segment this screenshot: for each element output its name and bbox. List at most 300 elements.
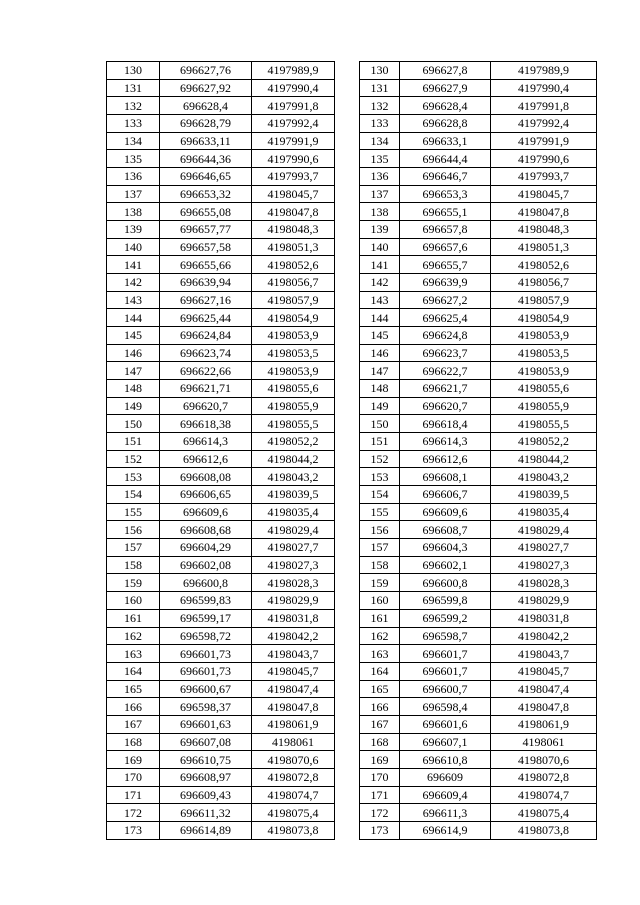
- x-coordinate-cell: 696623,74: [160, 344, 252, 362]
- point-number-cell: 155: [360, 503, 400, 521]
- y-coordinate-cell: 4198043,7: [252, 645, 335, 663]
- point-number-cell: 149: [107, 397, 160, 415]
- column-gap: [335, 592, 360, 610]
- column-gap: [335, 804, 360, 822]
- x-coordinate-cell: 696614,3: [400, 433, 491, 451]
- x-coordinate-cell: 696614,9: [400, 821, 491, 839]
- column-gap: [335, 62, 360, 80]
- table-row: [107, 662, 597, 680]
- y-coordinate-cell: 4198029,4: [491, 521, 597, 539]
- y-coordinate-cell: 4198061: [491, 733, 597, 751]
- column-gap: [335, 185, 360, 203]
- x-coordinate-cell: 696611,32: [160, 804, 252, 822]
- x-coordinate-cell: 696600,7: [400, 680, 491, 698]
- y-coordinate-cell: 4198043,7: [491, 645, 597, 663]
- x-coordinate-cell: 696622,7: [400, 362, 491, 380]
- y-coordinate-cell: 4198057,9: [252, 291, 335, 309]
- y-coordinate-cell: 4198055,6: [252, 380, 335, 398]
- column-gap: [335, 327, 360, 345]
- x-coordinate-cell: 696601,7: [400, 662, 491, 680]
- table-row: [107, 521, 597, 539]
- x-coordinate-cell: 696610,75: [160, 751, 252, 769]
- x-coordinate-cell: 696655,08: [160, 203, 252, 221]
- point-number-cell: 170: [107, 768, 160, 786]
- column-gap: [335, 698, 360, 716]
- column-gap: [335, 380, 360, 398]
- table-row: [107, 380, 597, 398]
- point-number-cell: 157: [360, 539, 400, 557]
- point-number-cell: 169: [360, 751, 400, 769]
- y-coordinate-cell: 4198072,8: [252, 768, 335, 786]
- point-number-cell: 170: [360, 768, 400, 786]
- y-coordinate-cell: 4197990,6: [491, 150, 597, 168]
- point-number-cell: 134: [360, 132, 400, 150]
- table-row: [107, 698, 597, 716]
- x-coordinate-cell: 696601,63: [160, 715, 252, 733]
- x-coordinate-cell: 696598,7: [400, 627, 491, 645]
- y-coordinate-cell: 4198043,2: [491, 468, 597, 486]
- x-coordinate-cell: 696620,7: [400, 397, 491, 415]
- x-coordinate-cell: 696606,7: [400, 486, 491, 504]
- column-gap: [335, 609, 360, 627]
- point-number-cell: 160: [107, 592, 160, 610]
- y-coordinate-cell: 4198027,3: [491, 556, 597, 574]
- y-coordinate-cell: 4198044,2: [491, 450, 597, 468]
- point-number-cell: 166: [107, 698, 160, 716]
- point-number-cell: 142: [360, 274, 400, 292]
- point-number-cell: 151: [360, 433, 400, 451]
- point-number-cell: 146: [107, 344, 160, 362]
- table-row: [107, 751, 597, 769]
- x-coordinate-cell: 696627,76: [160, 62, 252, 80]
- point-number-cell: 147: [107, 362, 160, 380]
- point-number-cell: 163: [360, 645, 400, 663]
- table-row: [107, 309, 597, 327]
- y-coordinate-cell: 4198055,9: [491, 397, 597, 415]
- point-number-cell: 155: [107, 503, 160, 521]
- point-number-cell: 135: [107, 150, 160, 168]
- x-coordinate-cell: 696604,3: [400, 539, 491, 557]
- table-row: [107, 344, 597, 362]
- x-coordinate-cell: 696609,4: [400, 786, 491, 804]
- y-coordinate-cell: 4197990,6: [252, 150, 335, 168]
- coordinates-table: [106, 61, 597, 840]
- point-number-cell: 158: [360, 556, 400, 574]
- y-coordinate-cell: 4198070,6: [491, 751, 597, 769]
- point-number-cell: 132: [107, 97, 160, 115]
- y-coordinate-cell: 4198053,9: [252, 327, 335, 345]
- point-number-cell: 171: [360, 786, 400, 804]
- x-coordinate-cell: 696601,7: [400, 645, 491, 663]
- x-coordinate-cell: 696625,44: [160, 309, 252, 327]
- x-coordinate-cell: 696611,3: [400, 804, 491, 822]
- x-coordinate-cell: 696612,6: [400, 450, 491, 468]
- x-coordinate-cell: 696609,6: [400, 503, 491, 521]
- y-coordinate-cell: 4197989,9: [252, 62, 335, 80]
- y-coordinate-cell: 4198054,9: [252, 309, 335, 327]
- x-coordinate-cell: 696610,8: [400, 751, 491, 769]
- point-number-cell: 133: [107, 115, 160, 133]
- point-number-cell: 139: [107, 221, 160, 239]
- y-coordinate-cell: 4198053,9: [252, 362, 335, 380]
- column-gap: [335, 344, 360, 362]
- x-coordinate-cell: 696599,83: [160, 592, 252, 610]
- table-row: [107, 627, 597, 645]
- y-coordinate-cell: 4198028,3: [491, 574, 597, 592]
- x-coordinate-cell: 696627,16: [160, 291, 252, 309]
- y-coordinate-cell: 4198047,8: [252, 698, 335, 716]
- point-number-cell: 162: [107, 627, 160, 645]
- y-coordinate-cell: 4198056,7: [252, 274, 335, 292]
- point-number-cell: 156: [360, 521, 400, 539]
- table-row: [107, 486, 597, 504]
- table-row: [107, 132, 597, 150]
- point-number-cell: 130: [107, 62, 160, 80]
- x-coordinate-cell: 696600,67: [160, 680, 252, 698]
- x-coordinate-cell: 696608,97: [160, 768, 252, 786]
- y-coordinate-cell: 4198061,9: [491, 715, 597, 733]
- point-number-cell: 149: [360, 397, 400, 415]
- table-row: [107, 256, 597, 274]
- table-row: [107, 680, 597, 698]
- point-number-cell: 165: [107, 680, 160, 698]
- point-number-cell: 164: [107, 662, 160, 680]
- y-coordinate-cell: 4198029,9: [252, 592, 335, 610]
- y-coordinate-cell: 4198057,9: [491, 291, 597, 309]
- y-coordinate-cell: 4198047,4: [491, 680, 597, 698]
- x-coordinate-cell: 696623,7: [400, 344, 491, 362]
- y-coordinate-cell: 4197991,8: [491, 97, 597, 115]
- y-coordinate-cell: 4197993,7: [491, 168, 597, 186]
- point-number-cell: 154: [360, 486, 400, 504]
- table-row: [107, 433, 597, 451]
- x-coordinate-cell: 696620,7: [160, 397, 252, 415]
- table-row: [107, 645, 597, 663]
- y-coordinate-cell: 4198074,7: [491, 786, 597, 804]
- table-row: [107, 733, 597, 751]
- point-number-cell: 169: [107, 751, 160, 769]
- table-row: [107, 574, 597, 592]
- point-number-cell: 144: [107, 309, 160, 327]
- point-number-cell: 161: [360, 609, 400, 627]
- y-coordinate-cell: 4198043,2: [252, 468, 335, 486]
- point-number-cell: 159: [107, 574, 160, 592]
- y-coordinate-cell: 4197991,9: [252, 132, 335, 150]
- x-coordinate-cell: 696598,4: [400, 698, 491, 716]
- point-number-cell: 141: [107, 256, 160, 274]
- y-coordinate-cell: 4198055,5: [491, 415, 597, 433]
- x-coordinate-cell: 696639,9: [400, 274, 491, 292]
- point-number-cell: 148: [107, 380, 160, 398]
- point-number-cell: 158: [107, 556, 160, 574]
- x-coordinate-cell: 696627,9: [400, 79, 491, 97]
- point-number-cell: 168: [107, 733, 160, 751]
- x-coordinate-cell: 696657,8: [400, 221, 491, 239]
- point-number-cell: 148: [360, 380, 400, 398]
- table-row: [107, 539, 597, 557]
- column-gap: [335, 521, 360, 539]
- y-coordinate-cell: 4197991,9: [491, 132, 597, 150]
- x-coordinate-cell: 696609,43: [160, 786, 252, 804]
- column-gap: [335, 733, 360, 751]
- table-row: [107, 468, 597, 486]
- column-gap: [335, 645, 360, 663]
- y-coordinate-cell: 4198053,5: [491, 344, 597, 362]
- x-coordinate-cell: 696628,8: [400, 115, 491, 133]
- point-number-cell: 154: [107, 486, 160, 504]
- point-number-cell: 137: [107, 185, 160, 203]
- x-coordinate-cell: 696628,4: [400, 97, 491, 115]
- table-row: [107, 185, 597, 203]
- point-number-cell: 165: [360, 680, 400, 698]
- column-gap: [335, 539, 360, 557]
- table-row: [107, 415, 597, 433]
- y-coordinate-cell: 4197989,9: [491, 62, 597, 80]
- table-row: [107, 715, 597, 733]
- y-coordinate-cell: 4197991,8: [252, 97, 335, 115]
- point-number-cell: 147: [360, 362, 400, 380]
- y-coordinate-cell: 4198045,7: [491, 185, 597, 203]
- x-coordinate-cell: 696609: [400, 768, 491, 786]
- point-number-cell: 172: [107, 804, 160, 822]
- column-gap: [335, 150, 360, 168]
- table-row: [107, 168, 597, 186]
- y-coordinate-cell: 4198055,6: [491, 380, 597, 398]
- point-number-cell: 150: [107, 415, 160, 433]
- point-number-cell: 153: [360, 468, 400, 486]
- point-number-cell: 162: [360, 627, 400, 645]
- point-number-cell: 172: [360, 804, 400, 822]
- point-number-cell: 132: [360, 97, 400, 115]
- point-number-cell: 145: [360, 327, 400, 345]
- column-gap: [335, 115, 360, 133]
- point-number-cell: 131: [107, 79, 160, 97]
- point-number-cell: 136: [107, 168, 160, 186]
- x-coordinate-cell: 696628,4: [160, 97, 252, 115]
- column-gap: [335, 415, 360, 433]
- x-coordinate-cell: 696608,1: [400, 468, 491, 486]
- y-coordinate-cell: 4198027,7: [252, 539, 335, 557]
- point-number-cell: 163: [107, 645, 160, 663]
- point-number-cell: 168: [360, 733, 400, 751]
- column-gap: [335, 715, 360, 733]
- y-coordinate-cell: 4198028,3: [252, 574, 335, 592]
- y-coordinate-cell: 4198053,5: [252, 344, 335, 362]
- column-gap: [335, 468, 360, 486]
- x-coordinate-cell: 696601,73: [160, 645, 252, 663]
- point-number-cell: 144: [360, 309, 400, 327]
- point-number-cell: 152: [107, 450, 160, 468]
- x-coordinate-cell: 696607,1: [400, 733, 491, 751]
- column-gap: [335, 680, 360, 698]
- x-coordinate-cell: 696624,84: [160, 327, 252, 345]
- y-coordinate-cell: 4198035,4: [252, 503, 335, 521]
- x-coordinate-cell: 696621,71: [160, 380, 252, 398]
- y-coordinate-cell: 4197992,4: [252, 115, 335, 133]
- y-coordinate-cell: 4198070,6: [252, 751, 335, 769]
- y-coordinate-cell: 4198054,9: [491, 309, 597, 327]
- point-number-cell: 151: [107, 433, 160, 451]
- table-row: [107, 397, 597, 415]
- y-coordinate-cell: 4198051,3: [491, 238, 597, 256]
- y-coordinate-cell: 4197990,4: [252, 79, 335, 97]
- x-coordinate-cell: 696627,2: [400, 291, 491, 309]
- column-gap: [335, 768, 360, 786]
- x-coordinate-cell: 696657,6: [400, 238, 491, 256]
- y-coordinate-cell: 4198029,4: [252, 521, 335, 539]
- point-number-cell: 140: [107, 238, 160, 256]
- point-number-cell: 150: [360, 415, 400, 433]
- table-row: [107, 503, 597, 521]
- point-number-cell: 138: [360, 203, 400, 221]
- x-coordinate-cell: 696609,6: [160, 503, 252, 521]
- x-coordinate-cell: 696612,6: [160, 450, 252, 468]
- point-number-cell: 143: [360, 291, 400, 309]
- x-coordinate-cell: 696646,65: [160, 168, 252, 186]
- y-coordinate-cell: 4198052,2: [252, 433, 335, 451]
- column-gap: [335, 486, 360, 504]
- y-coordinate-cell: 4198072,8: [491, 768, 597, 786]
- table-row: [107, 291, 597, 309]
- point-number-cell: 136: [360, 168, 400, 186]
- table-row: [107, 786, 597, 804]
- y-coordinate-cell: 4198053,9: [491, 362, 597, 380]
- coordinates-table-body: [107, 62, 597, 840]
- point-number-cell: 173: [107, 821, 160, 839]
- table-row: [107, 821, 597, 839]
- x-coordinate-cell: 696598,72: [160, 627, 252, 645]
- column-gap: [335, 309, 360, 327]
- x-coordinate-cell: 696600,8: [400, 574, 491, 592]
- y-coordinate-cell: 4198073,8: [252, 821, 335, 839]
- y-coordinate-cell: 4198048,3: [491, 221, 597, 239]
- point-number-cell: 130: [360, 62, 400, 80]
- x-coordinate-cell: 696625,4: [400, 309, 491, 327]
- column-gap: [335, 132, 360, 150]
- x-coordinate-cell: 696599,2: [400, 609, 491, 627]
- x-coordinate-cell: 696606,65: [160, 486, 252, 504]
- point-number-cell: 137: [360, 185, 400, 203]
- table-row: [107, 592, 597, 610]
- x-coordinate-cell: 696646,7: [400, 168, 491, 186]
- point-number-cell: 160: [360, 592, 400, 610]
- column-gap: [335, 751, 360, 769]
- y-coordinate-cell: 4198061: [252, 733, 335, 751]
- x-coordinate-cell: 696614,3: [160, 433, 252, 451]
- y-coordinate-cell: 4198047,8: [491, 698, 597, 716]
- y-coordinate-cell: 4198061,9: [252, 715, 335, 733]
- column-gap: [335, 433, 360, 451]
- y-coordinate-cell: 4198073,8: [491, 821, 597, 839]
- x-coordinate-cell: 696657,77: [160, 221, 252, 239]
- x-coordinate-cell: 696600,8: [160, 574, 252, 592]
- x-coordinate-cell: 696618,38: [160, 415, 252, 433]
- x-coordinate-cell: 696644,4: [400, 150, 491, 168]
- x-coordinate-cell: 696653,3: [400, 185, 491, 203]
- point-number-cell: 164: [360, 662, 400, 680]
- x-coordinate-cell: 696628,79: [160, 115, 252, 133]
- table-row: [107, 97, 597, 115]
- y-coordinate-cell: 4197993,7: [252, 168, 335, 186]
- y-coordinate-cell: 4198044,2: [252, 450, 335, 468]
- x-coordinate-cell: 696601,73: [160, 662, 252, 680]
- y-coordinate-cell: 4198047,8: [252, 203, 335, 221]
- y-coordinate-cell: 4198039,5: [491, 486, 597, 504]
- point-number-cell: 145: [107, 327, 160, 345]
- x-coordinate-cell: 696621,7: [400, 380, 491, 398]
- point-number-cell: 152: [360, 450, 400, 468]
- y-coordinate-cell: 4198042,2: [491, 627, 597, 645]
- point-number-cell: 166: [360, 698, 400, 716]
- column-gap: [335, 821, 360, 839]
- column-gap: [335, 556, 360, 574]
- point-number-cell: 135: [360, 150, 400, 168]
- y-coordinate-cell: 4198027,7: [491, 539, 597, 557]
- table-row: [107, 327, 597, 345]
- point-number-cell: 133: [360, 115, 400, 133]
- table-row: [107, 62, 597, 80]
- column-gap: [335, 97, 360, 115]
- x-coordinate-cell: 696653,32: [160, 185, 252, 203]
- column-gap: [335, 397, 360, 415]
- y-coordinate-cell: 4197992,4: [491, 115, 597, 133]
- x-coordinate-cell: 696639,94: [160, 274, 252, 292]
- x-coordinate-cell: 696601,6: [400, 715, 491, 733]
- y-coordinate-cell: 4198045,7: [252, 662, 335, 680]
- table-row: [107, 804, 597, 822]
- x-coordinate-cell: 696608,7: [400, 521, 491, 539]
- column-gap: [335, 503, 360, 521]
- table-row: [107, 362, 597, 380]
- y-coordinate-cell: 4198048,3: [252, 221, 335, 239]
- y-coordinate-cell: 4198029,9: [491, 592, 597, 610]
- point-number-cell: 156: [107, 521, 160, 539]
- table-row: [107, 238, 597, 256]
- x-coordinate-cell: 696618,4: [400, 415, 491, 433]
- column-gap: [335, 662, 360, 680]
- y-coordinate-cell: 4198055,9: [252, 397, 335, 415]
- x-coordinate-cell: 696633,11: [160, 132, 252, 150]
- x-coordinate-cell: 696602,08: [160, 556, 252, 574]
- point-number-cell: 139: [360, 221, 400, 239]
- point-number-cell: 167: [107, 715, 160, 733]
- table-row: [107, 221, 597, 239]
- column-gap: [335, 221, 360, 239]
- point-number-cell: 161: [107, 609, 160, 627]
- table-row: [107, 556, 597, 574]
- column-gap: [335, 362, 360, 380]
- x-coordinate-cell: 696608,68: [160, 521, 252, 539]
- x-coordinate-cell: 696627,92: [160, 79, 252, 97]
- x-coordinate-cell: 696608,08: [160, 468, 252, 486]
- column-gap: [335, 786, 360, 804]
- x-coordinate-cell: 696624,8: [400, 327, 491, 345]
- column-gap: [335, 256, 360, 274]
- x-coordinate-cell: 696655,66: [160, 256, 252, 274]
- y-coordinate-cell: 4198053,9: [491, 327, 597, 345]
- table-row: [107, 768, 597, 786]
- point-number-cell: 140: [360, 238, 400, 256]
- table-row: [107, 609, 597, 627]
- x-coordinate-cell: 696655,7: [400, 256, 491, 274]
- table-row: [107, 450, 597, 468]
- point-number-cell: 141: [360, 256, 400, 274]
- y-coordinate-cell: 4198056,7: [491, 274, 597, 292]
- point-number-cell: 131: [360, 79, 400, 97]
- y-coordinate-cell: 4198045,7: [252, 185, 335, 203]
- y-coordinate-cell: 4198031,8: [491, 609, 597, 627]
- point-number-cell: 167: [360, 715, 400, 733]
